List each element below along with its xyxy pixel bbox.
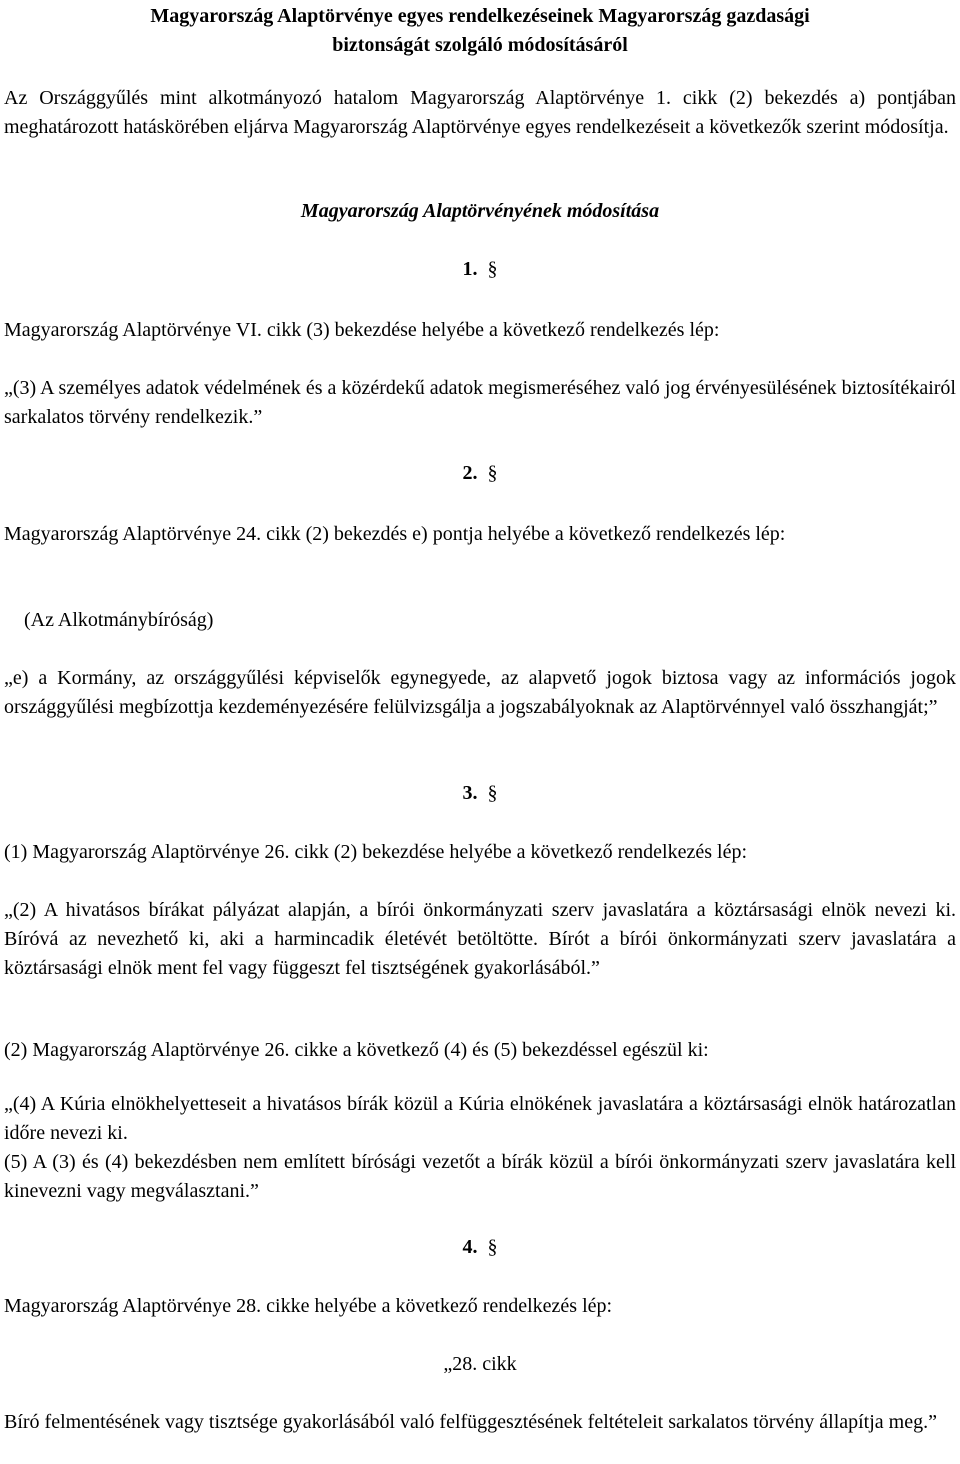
document-title bbox=[4, 0, 956, 60]
subheading: Magyarország Alaptörvényének módosítása bbox=[300, 200, 660, 222]
section-1-lead: Magyarország Alaptörvénye VI. cikk (3) bekezdése helyébe a következő rendelkezés lép: bbox=[4, 319, 720, 341]
section-4-article-heading: „28. cikk bbox=[443, 1353, 517, 1375]
section-2-lead: Magyarország Alaptörvénye 24. cikk (2) bekezdés e) pontja helyébe a következő rendelkezés lép: bbox=[4, 523, 786, 545]
document-title-line-1: Magyarország Alaptörvénye egyes rendelkezéseinek Magyarország gazdasági bbox=[150, 5, 810, 27]
section-number: 1. bbox=[462, 258, 478, 280]
section-3-quote-1: „(2) A hivatásos bírákat pályázat alapján, a bírói önkormányzati szerv javaslatára a köztársasági elnök nevezi ki. Bíróvá az nevezhető ki, aki a harmincadik életévét betöltötte. Bírót a bírói önkormányzati szerv javaslatára a köztársasági elnök ment fel vagy függeszt fel tisztségének gyakorlásából.” bbox=[4, 899, 956, 979]
paragraph-sign: § bbox=[487, 258, 498, 280]
section-3-lead-1: (1) Magyarország Alaptörvénye 26. cikk (2) bekezdése helyébe a következő rendelkezés lép: bbox=[4, 841, 748, 863]
section-number: 2. bbox=[462, 462, 478, 484]
section-2-context: (Az Alkotmánybíróság) bbox=[24, 609, 214, 631]
section-1-heading bbox=[4, 258, 956, 281]
document-title-line-2: biztonságát szolgáló módosításáról bbox=[332, 34, 628, 56]
paragraph-sign: § bbox=[487, 782, 498, 804]
section-4-heading bbox=[4, 1236, 956, 1259]
section-3-quote-3: (5) A (3) és (4) bekezdésben nem említett bírósági vezetőt a bírák közül a bírói önkormányzati szerv javaslatára kell kinevezni vagy megválasztani.” bbox=[4, 1151, 956, 1202]
section-number: 3. bbox=[462, 782, 478, 804]
section-3-lead-2: (2) Magyarország Alaptörvénye 26. cikke a következő (4) és (5) bekezdéssel egészül ki: bbox=[4, 1039, 709, 1061]
section-2-heading bbox=[4, 462, 956, 485]
section-3-quote-2: „(4) A Kúria elnökhelyetteseit a hivatásos bírák közül a Kúria elnökének javaslatára a köztársasági elnök határozatlan időre nevezi ki. bbox=[4, 1093, 956, 1144]
section-3-heading bbox=[4, 782, 956, 805]
section-2-quote: „e) a Kormány, az országgyűlési képviselők egynegyede, az alapvető jogok biztosa vagy az információs jogok országgyűlési megbízottja kezdeményezésére felülvizsgálja a jogszabályoknak az Alaptörvénnyel való összhangját;” bbox=[4, 667, 956, 718]
intro-paragraph: Az Országgyűlés mint alkotmányozó hatalom Magyarország Alaptörvénye 1. cikk (2) bekezdés a) pontjában meghatározott hatáskörében eljárva Magyarország Alaptörvénye egyes rendelkezéseit a következők szerint módosítja. bbox=[4, 87, 956, 138]
paragraph-sign: § bbox=[487, 1236, 498, 1258]
section-4-quote: Bíró felmentésének vagy tisztsége gyakorlásából való felfüggesztésének feltételeit sarkalatos törvény állapítja meg.” bbox=[4, 1411, 937, 1433]
section-1-quote: „(3) A személyes adatok védelmének és a közérdekű adatok megismeréséhez való jog érvényesülésének biztosítékairól sarkalatos törvény rendelkezik.” bbox=[4, 377, 956, 428]
section-4-lead: Magyarország Alaptörvénye 28. cikke helyébe a következő rendelkezés lép: bbox=[4, 1295, 613, 1317]
section-number: 4. bbox=[462, 1236, 478, 1258]
paragraph-sign: § bbox=[487, 462, 498, 484]
